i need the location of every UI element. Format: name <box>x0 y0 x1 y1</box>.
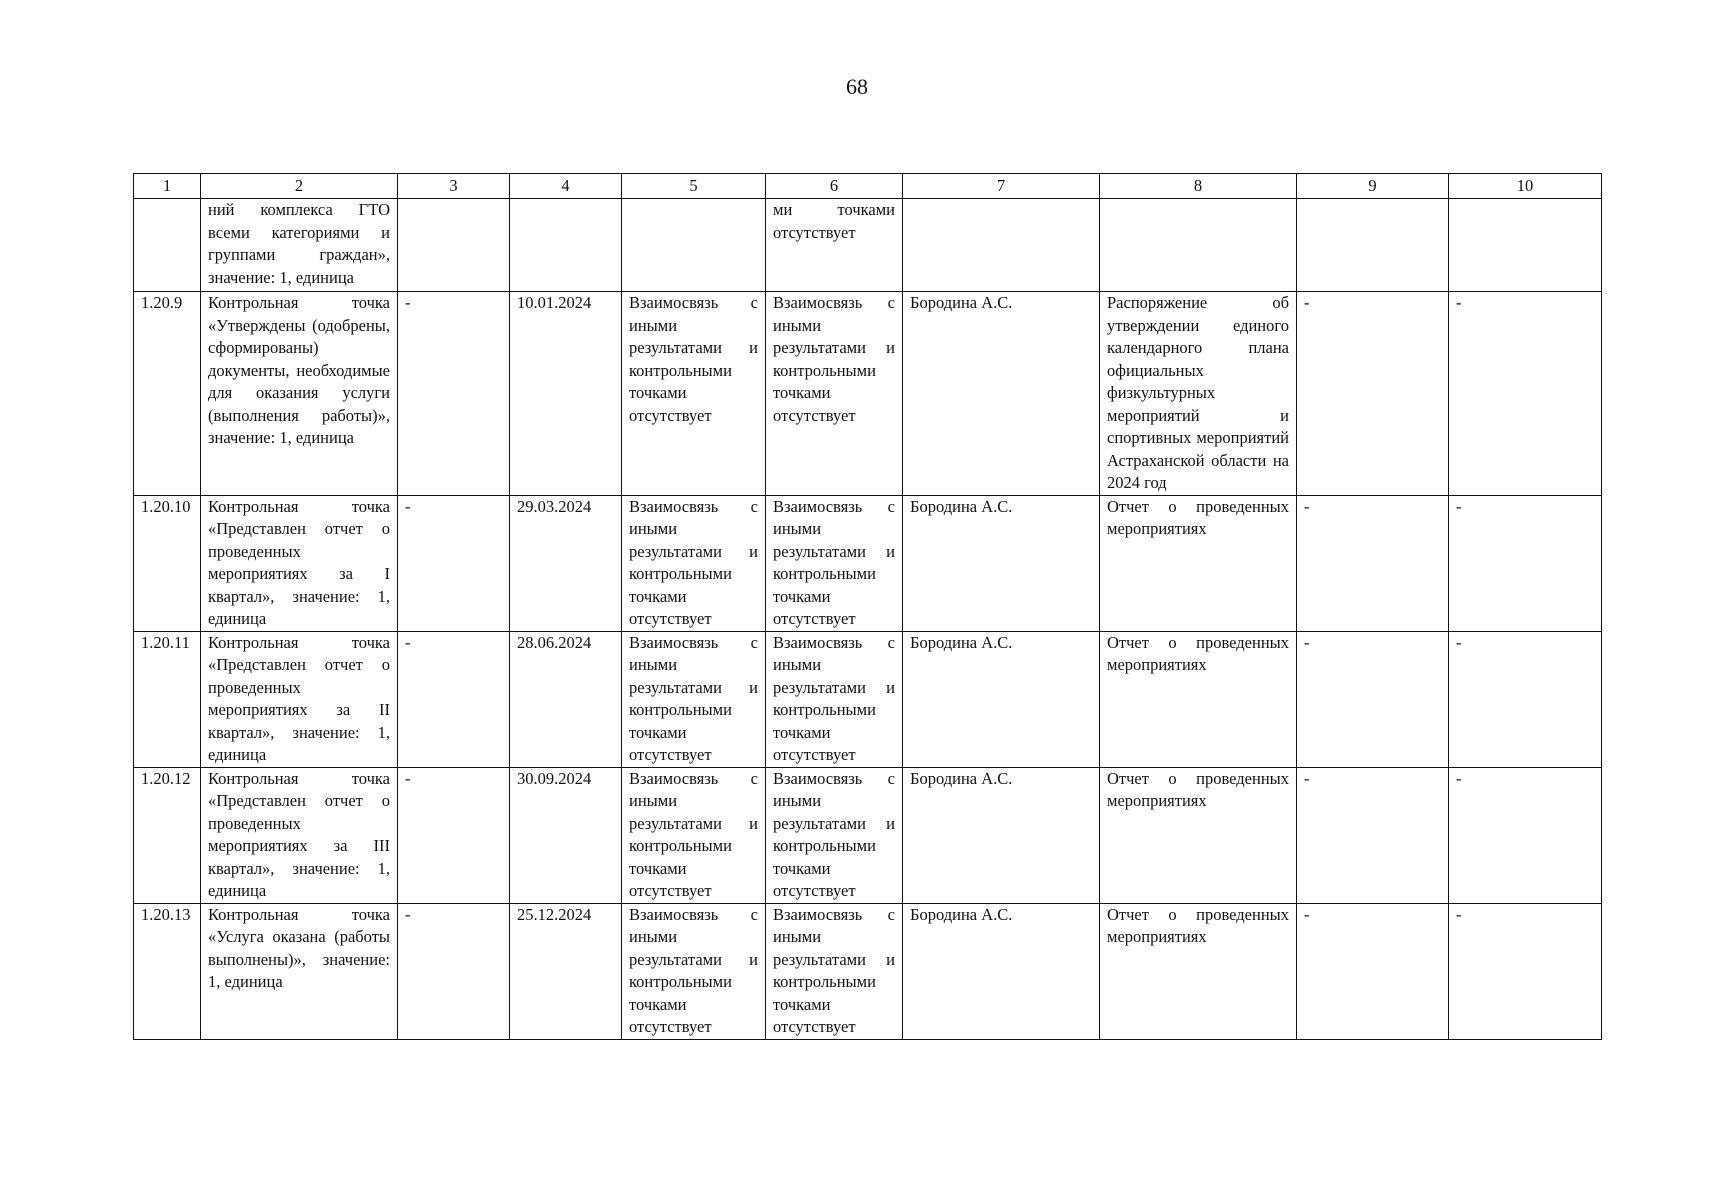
cell-responsible: Бородина А.С. <box>903 903 1100 1039</box>
cell-col6: Взаимосвязь с иными результатами и контрольными точками отсутствует <box>766 767 903 903</box>
cell-responsible: Бородина А.С. <box>903 292 1100 496</box>
header-cell: 6 <box>766 174 903 199</box>
cell-col3: - <box>398 631 510 767</box>
cell-col5 <box>622 199 766 292</box>
table-row <box>134 767 1602 903</box>
checkpoint-name: Контрольная точка «Представлен отчет о проведенных мероприятиях за II квартал», значение: 1, единица <box>201 631 398 767</box>
cell-col5: Взаимосвязь с иными результатами и контрольными точками отсутствует <box>622 631 766 767</box>
cell-col9: - <box>1297 903 1449 1039</box>
cell-col9: - <box>1297 292 1449 496</box>
cell-col6: Взаимосвязь с иными результатами и контрольными точками отсутствует <box>766 495 903 631</box>
table-row <box>134 631 1602 767</box>
cell-date: 28.06.2024 <box>510 631 622 767</box>
cell-col3: - <box>398 495 510 631</box>
header-cell: 7 <box>903 174 1100 199</box>
cell-responsible: Бородина А.С. <box>903 767 1100 903</box>
header-cell: 3 <box>398 174 510 199</box>
checkpoint-name: ний комплекса ГТО всеми категориями и группами граждан», значение: 1, единица <box>201 199 398 292</box>
cell-document: Отчет о проведенных мероприятиях <box>1100 495 1297 631</box>
row-number: 1.20.10 <box>134 495 201 631</box>
cell-date: 30.09.2024 <box>510 767 622 903</box>
cell-col5: Взаимосвязь с иными результатами и контрольными точками отсутствует <box>622 495 766 631</box>
table-row <box>134 495 1602 631</box>
cell-col10: - <box>1449 903 1602 1039</box>
row-number <box>134 199 201 292</box>
cell-date: 10.01.2024 <box>510 292 622 496</box>
cell-col3: - <box>398 767 510 903</box>
plan-table <box>133 173 1602 1040</box>
checkpoint-name: Контрольная точка «Утверждены (одобрены, сформированы) документы, необходимые для оказания услуги (выполнения работы)», значение: 1, единица <box>201 292 398 496</box>
cell-col5: Взаимосвязь с иными результатами и контрольными точками отсутствует <box>622 767 766 903</box>
cell-col6: Взаимосвязь с иными результатами и контрольными точками отсутствует <box>766 631 903 767</box>
cell-col9: - <box>1297 767 1449 903</box>
cell-date: 29.03.2024 <box>510 495 622 631</box>
row-number: 1.20.11 <box>134 631 201 767</box>
cell-col3: - <box>398 903 510 1039</box>
cell-col10: - <box>1449 767 1602 903</box>
checkpoint-name: Контрольная точка «Представлен отчет о проведенных мероприятиях за I квартал», значение: 1, единица <box>201 495 398 631</box>
header-cell: 5 <box>622 174 766 199</box>
row-number: 1.20.9 <box>134 292 201 496</box>
cell-col9: - <box>1297 631 1449 767</box>
cell-responsible: Бородина А.С. <box>903 631 1100 767</box>
header-cell: 8 <box>1100 174 1297 199</box>
table-row <box>134 903 1602 1039</box>
cell-responsible <box>903 199 1100 292</box>
cell-col5: Взаимосвязь с иными результатами и контрольными точками отсутствует <box>622 292 766 496</box>
row-number: 1.20.12 <box>134 767 201 903</box>
table-row <box>134 199 1602 292</box>
cell-col5: Взаимосвязь с иными результатами и контрольными точками отсутствует <box>622 903 766 1039</box>
cell-col6: Взаимосвязь с иными результатами и контрольными точками отсутствует <box>766 903 903 1039</box>
cell-col6: Взаимосвязь с иными результатами и контрольными точками отсутствует <box>766 292 903 496</box>
cell-col10 <box>1449 199 1602 292</box>
cell-col6: ми точками отсутствует <box>766 199 903 292</box>
cell-date: 25.12.2024 <box>510 903 622 1039</box>
header-cell: 4 <box>510 174 622 199</box>
header-cell: 10 <box>1449 174 1602 199</box>
checkpoint-name: Контрольная точка «Услуга оказана (работы выполнены)», значение: 1, единица <box>201 903 398 1039</box>
cell-col10: - <box>1449 631 1602 767</box>
header-cell: 1 <box>134 174 201 199</box>
cell-document: Отчет о проведенных мероприятиях <box>1100 631 1297 767</box>
table-row <box>134 292 1602 496</box>
cell-col9 <box>1297 199 1449 292</box>
cell-col10: - <box>1449 292 1602 496</box>
cell-date <box>510 199 622 292</box>
cell-document: Отчет о проведенных мероприятиях <box>1100 903 1297 1039</box>
cell-col10: - <box>1449 495 1602 631</box>
page-number: 68 <box>846 74 868 99</box>
checkpoint-name: Контрольная точка «Представлен отчет о проведенных мероприятиях за III квартал», значение: 1, единица <box>201 767 398 903</box>
cell-col3 <box>398 199 510 292</box>
cell-responsible: Бородина А.С. <box>903 495 1100 631</box>
cell-col9: - <box>1297 495 1449 631</box>
header-row <box>134 174 1602 199</box>
cell-document <box>1100 199 1297 292</box>
header-cell: 9 <box>1297 174 1449 199</box>
cell-col3: - <box>398 292 510 496</box>
header-cell: 2 <box>201 174 398 199</box>
row-number: 1.20.13 <box>134 903 201 1039</box>
cell-document: Отчет о проведенных мероприятиях <box>1100 767 1297 903</box>
cell-document: Распоряжение об утверждении единого календарного плана официальных физкультурных мероприятий и спортивных мероприятий Астраханской области на 2024 год <box>1100 292 1297 496</box>
